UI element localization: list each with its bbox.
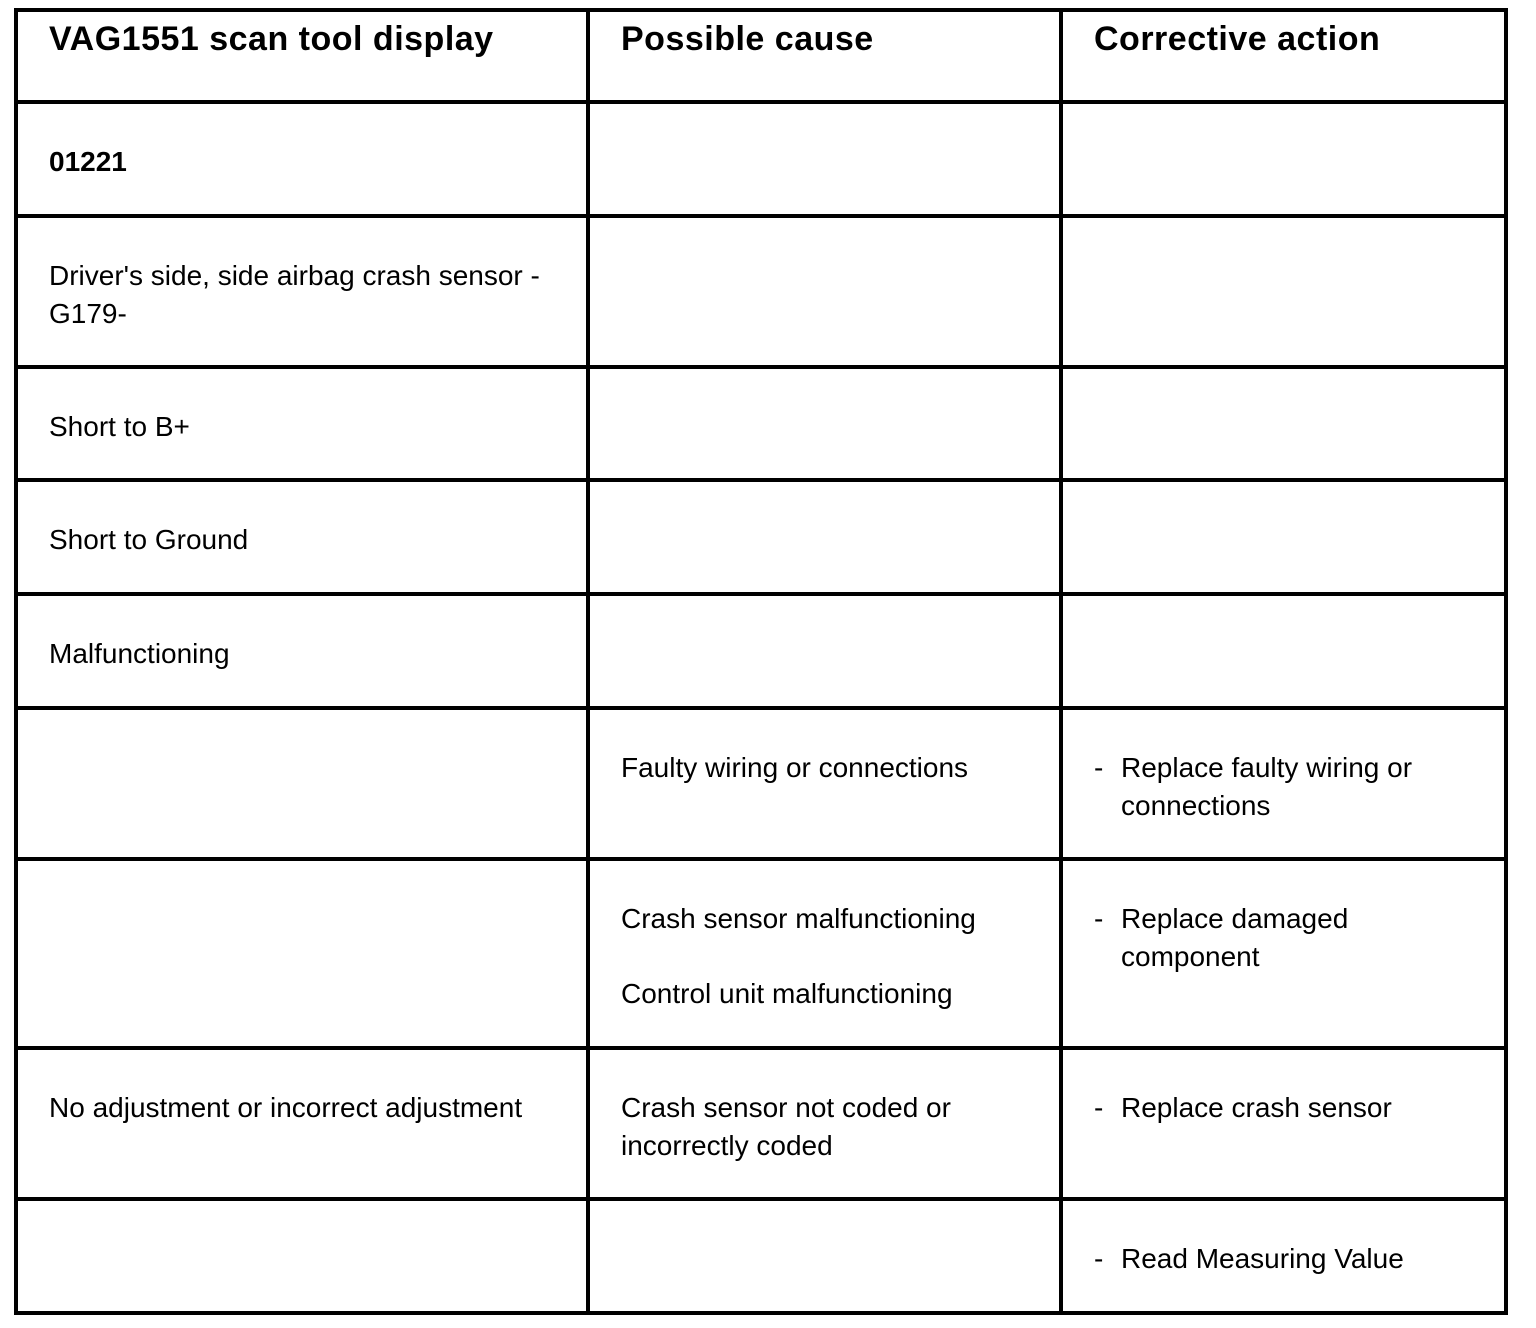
fault-type-cell: Short to Ground <box>16 480 588 594</box>
cause-cell <box>588 859 1061 1048</box>
table-row <box>16 216 1506 367</box>
cause-cell <box>588 1048 1061 1199</box>
fault-code-cell: 01221 <box>16 102 588 216</box>
action-cell <box>1061 594 1506 708</box>
cause-text: Crash sensor not coded or incorrectly coded <box>621 1092 951 1161</box>
table-header-row <box>16 10 1506 102</box>
diagnostic-table <box>14 8 1508 1315</box>
table-row <box>16 102 1506 216</box>
cause-cell <box>588 1199 1061 1313</box>
action-bullet <box>1094 1089 1484 1127</box>
action-bullet <box>1094 900 1484 976</box>
action-cell <box>1061 859 1506 1048</box>
cause-text: Faulty wiring or connections <box>621 752 969 783</box>
header-corrective-action: Corrective action <box>1061 10 1506 102</box>
bullet-dash: - <box>1094 903 1104 934</box>
display-cell <box>16 1199 588 1313</box>
table-row <box>16 1199 1506 1313</box>
action-cell <box>1061 1048 1506 1199</box>
table-row <box>16 1048 1506 1199</box>
fault-type-cell: Malfunctioning <box>16 594 588 708</box>
action-text: Read Measuring Value <box>1121 1243 1404 1274</box>
table-row <box>16 594 1506 708</box>
action-cell <box>1061 216 1506 367</box>
action-cell <box>1061 1199 1506 1313</box>
display-cell <box>16 708 588 859</box>
bullet-dash: - <box>1094 1243 1104 1274</box>
bullet-dash: - <box>1094 752 1104 783</box>
cause-cell <box>588 594 1061 708</box>
action-bullet <box>1094 749 1484 825</box>
table-row <box>16 367 1506 480</box>
fault-type-cell: No adjustment or incorrect adjustment <box>16 1048 588 1199</box>
diagnostic-table-container <box>14 8 1508 1315</box>
header-scan-tool-display: VAG1551 scan tool display <box>16 10 588 102</box>
cause-text: Crash sensor malfunctioning <box>621 903 976 934</box>
action-cell <box>1061 480 1506 594</box>
action-text: Replace damaged component <box>1121 903 1349 972</box>
cause-cell <box>588 367 1061 480</box>
table-row <box>16 480 1506 594</box>
cause-cell <box>588 102 1061 216</box>
display-cell <box>16 859 588 1048</box>
cause-cell <box>588 216 1061 367</box>
action-cell <box>1061 708 1506 859</box>
table-row <box>16 859 1506 1048</box>
action-bullet <box>1094 1240 1484 1278</box>
component-cell: Driver's side, side airbag crash sensor -G179- <box>16 216 588 367</box>
bullet-dash: - <box>1094 1092 1104 1123</box>
action-text: Replace crash sensor <box>1121 1092 1392 1123</box>
action-cell <box>1061 102 1506 216</box>
cause-text: Control unit malfunctioning <box>621 978 953 1009</box>
cause-cell <box>588 708 1061 859</box>
action-text: Replace faulty wiring or connections <box>1121 752 1413 821</box>
action-cell <box>1061 367 1506 480</box>
cause-cell <box>588 480 1061 594</box>
fault-type-cell: Short to B+ <box>16 367 588 480</box>
header-possible-cause: Possible cause <box>588 10 1061 102</box>
table-row <box>16 708 1506 859</box>
